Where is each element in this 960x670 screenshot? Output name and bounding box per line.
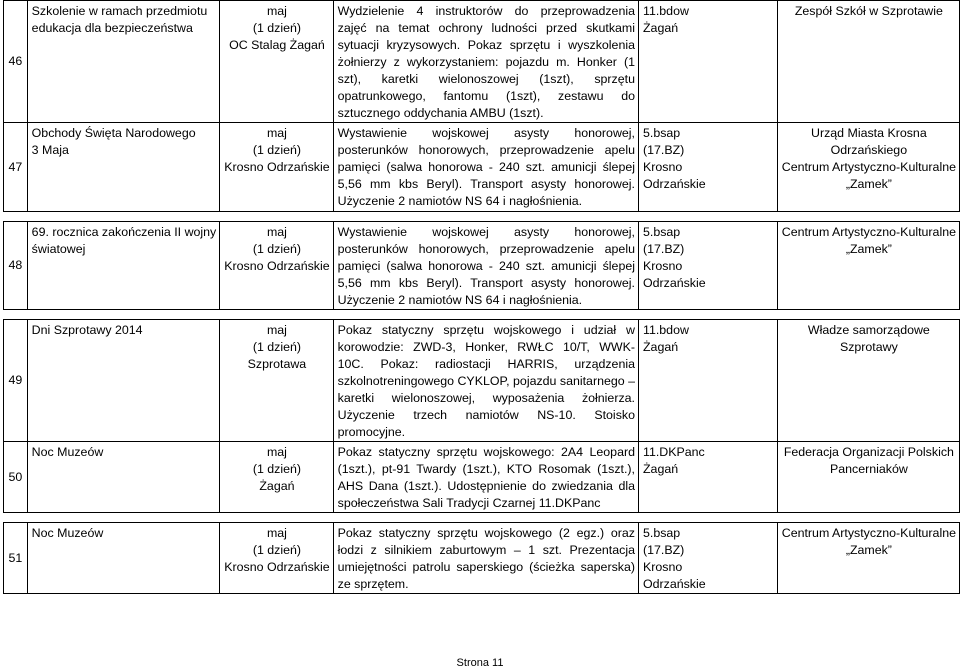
date-place-cell	[220, 523, 333, 594]
cell-line: Żagań	[259, 479, 295, 493]
unit-cell	[638, 523, 777, 594]
cell-line: sytuacji kryzysowych. Pokaz sprzętu i wyszkolenia	[337, 38, 635, 52]
cell-line: Centrum Artystyczno-Kulturalne	[781, 160, 956, 174]
cell-line: Użyczenie 2 namiotów NS 64 i nagłośnienia.	[337, 293, 583, 307]
cell-line: szt), karetki wielonoszowej (1szt), sprzętu	[337, 72, 635, 86]
event-name-cell	[27, 123, 220, 212]
cell-line: Krosno	[642, 259, 683, 273]
event-name-cell	[27, 442, 220, 513]
cell-line: OC Stalag Żagań	[229, 38, 325, 52]
cell-line: Noc Muzeów	[31, 445, 104, 459]
cell-line: żołnierzy z wykorzystaniem: pojazdu m. Honker (1	[337, 55, 635, 69]
cell-line: Szprotawa	[247, 357, 307, 371]
cell-line: umiejętności patrolu saperskiego (ścieżka saperska)	[337, 560, 635, 574]
organizer-cell	[777, 1, 959, 123]
row-number: 46	[4, 1, 28, 123]
cell-line: 5.bsap	[642, 225, 681, 239]
spacer-cell	[638, 513, 777, 523]
cell-line: (1szt.), pt-91 Twardy (1szt.), KTO Rosomak (1szt.),	[337, 462, 635, 476]
spacer-cell	[4, 513, 28, 523]
cell-line: Centrum Artystyczno-Kulturalne	[781, 225, 956, 239]
spacer-cell	[333, 212, 638, 222]
cell-line: (17.BZ)	[642, 242, 685, 256]
organizer-cell	[777, 222, 959, 310]
event-name-cell	[27, 320, 220, 442]
cell-line: (17.BZ)	[642, 143, 685, 157]
cell-line: (1 dzień)	[252, 543, 302, 557]
table-row	[4, 1, 960, 123]
spacer-cell	[777, 212, 959, 222]
cell-line: światowej	[31, 242, 86, 256]
date-place-cell	[220, 320, 333, 442]
cell-line: maj	[266, 526, 287, 540]
cell-line: społeczeństwa Sali Tradycji Czarnej 11.DKPanc	[337, 496, 601, 510]
cell-line: Wystawienie wojskowej asysty honorowej,	[337, 225, 635, 239]
cell-line: Użyczenie 2 namiotów NS 64 i nagłośnienia.	[337, 194, 583, 208]
cell-line: 11.DKPanc	[642, 445, 705, 459]
description-cell	[333, 1, 638, 123]
cell-line: Noc Muzeów	[31, 526, 104, 540]
cell-line: (1 dzień)	[252, 143, 302, 157]
spacer-cell	[220, 212, 333, 222]
cell-line: 5,56 mm kbs Beryl). Transport asysty honorowej.	[337, 276, 635, 290]
description-cell	[333, 442, 638, 513]
cell-line: korowodzie: ZWD-3, Honker, RWŁC 10/T, WWK-	[337, 340, 635, 354]
row-spacer	[4, 513, 960, 523]
cell-line: 69. rocznica zakończenia II wojny	[31, 225, 217, 239]
unit-cell	[638, 123, 777, 212]
spacer-cell	[27, 212, 220, 222]
cell-line: Odrzańskie	[642, 577, 706, 591]
cell-line: Krosno	[642, 160, 683, 174]
cell-line: posterunków honorowych, przeprowadzenie apelu	[337, 242, 635, 256]
row-number: 48	[4, 222, 28, 310]
row-number: 51	[4, 523, 28, 594]
date-place-cell	[220, 222, 333, 310]
cell-line: maj	[266, 4, 287, 18]
spacer-cell	[27, 310, 220, 320]
spacer-cell	[333, 310, 638, 320]
cell-line: 11.bdow	[642, 323, 689, 337]
spacer-cell	[638, 212, 777, 222]
cell-line: pamięci (salwa honorowa - 240 szt. amunicji ślepej	[337, 259, 635, 273]
cell-line: „Zamek”	[845, 543, 892, 557]
spacer-cell	[220, 513, 333, 523]
event-name-cell	[27, 222, 220, 310]
description-cell	[333, 320, 638, 442]
spacer-cell	[4, 310, 28, 320]
cell-line: Zespół Szkół w Szprotawie	[794, 4, 943, 18]
cell-line: Pokaz statyczny sprzętu wojskowego i udział w	[337, 323, 635, 337]
date-place-cell	[220, 442, 333, 513]
cell-line: zajęć na temat ochrony ludności przed skutkami	[337, 21, 635, 35]
date-place-cell	[220, 1, 333, 123]
cell-line: szkolnotreningowego CYKLOP, pojazdu sanitarnego –	[337, 374, 635, 388]
cell-line: Centrum Artystyczno-Kulturalne	[781, 526, 956, 540]
cell-line: Krosno Odrzańskie	[224, 259, 330, 273]
cell-line: (17.BZ)	[642, 543, 685, 557]
events-table-body	[4, 1, 960, 594]
cell-line: Wydzielenie 4 instruktorów do przeprowadzenia	[337, 4, 635, 18]
cell-line: (1 dzień)	[252, 242, 302, 256]
cell-line: Federacja Organizacji Polskich	[783, 445, 954, 459]
cell-line: Krosno Odrzańskie	[224, 160, 330, 174]
cell-line: Szkolenie w ramach przedmiotu	[31, 4, 208, 18]
page-footer: Strona 11	[456, 657, 504, 669]
description-cell	[333, 123, 638, 212]
cell-line: AHS Dana (1szt.). Udostępnienie do zwiedzania dla	[337, 479, 635, 493]
cell-line: Władze samorządowe	[807, 323, 930, 337]
cell-line: karetki wielonoszowej, wyposażenia żołnierza.	[337, 391, 635, 405]
unit-cell	[638, 1, 777, 123]
row-number: 47	[4, 123, 28, 212]
events-table	[3, 0, 960, 594]
date-place-cell	[220, 123, 333, 212]
spacer-cell	[27, 513, 220, 523]
cell-line: 10C. Pokaz: radiostacji HARRIS, urządzenia	[337, 357, 635, 371]
event-name-cell	[27, 1, 220, 123]
cell-line: Żagań	[642, 462, 679, 476]
cell-line: Żagań	[642, 21, 679, 35]
cell-line: Odrzańskie	[642, 276, 706, 290]
cell-line: 5.bsap	[642, 126, 681, 140]
cell-line: 11.bdow	[642, 4, 689, 18]
table-row	[4, 523, 960, 594]
cell-line: posterunków honorowych, przeprowadzenie apelu	[337, 143, 635, 157]
cell-line: Odrzańskie	[642, 177, 706, 191]
cell-line: Żagań	[642, 340, 679, 354]
description-cell	[333, 222, 638, 310]
organizer-cell	[777, 123, 959, 212]
cell-line: (1 dzień)	[252, 462, 302, 476]
unit-cell	[638, 442, 777, 513]
organizer-cell	[777, 442, 959, 513]
cell-line: Pokaz statyczny sprzętu wojskowego: 2A4 Leopard	[337, 445, 635, 459]
cell-line: maj	[266, 445, 287, 459]
cell-line: Szprotawy	[839, 340, 898, 354]
cell-line: maj	[266, 225, 287, 239]
cell-line: 3 Maja	[31, 143, 69, 157]
cell-line: „Zamek”	[845, 242, 892, 256]
table-row	[4, 442, 960, 513]
cell-line: Krosno	[642, 560, 683, 574]
cell-line: „Zamek”	[845, 177, 892, 191]
spacer-cell	[333, 513, 638, 523]
cell-line: 5.bsap	[642, 526, 681, 540]
cell-line: 5,56 mm kbs Beryl). Transport asysty honorowej.	[337, 177, 635, 191]
cell-line: Pancerniaków	[829, 462, 908, 476]
table-row	[4, 123, 960, 212]
description-cell	[333, 523, 638, 594]
organizer-cell	[777, 523, 959, 594]
spacer-cell	[4, 212, 28, 222]
cell-line: Użyczenie trzech namiotów NS-10. Stoisko	[337, 408, 635, 422]
cell-line: maj	[266, 126, 287, 140]
row-spacer	[4, 310, 960, 320]
row-number: 50	[4, 442, 28, 513]
spacer-cell	[638, 310, 777, 320]
cell-line: promocyjne.	[337, 425, 406, 439]
cell-line: Urząd Miasta Krosna	[811, 126, 927, 140]
cell-line: Krosno Odrzańskie	[224, 560, 330, 574]
cell-line: Dni Szprotawy 2014	[31, 323, 143, 337]
row-number: 49	[4, 320, 28, 442]
cell-line: Wystawienie wojskowej asysty honorowej,	[337, 126, 635, 140]
cell-line: Pokaz statyczny sprzętu wojskowego (2 egz.) oraz	[337, 526, 635, 540]
cell-line: Odrzańskiego	[830, 143, 908, 157]
table-row	[4, 320, 960, 442]
cell-line: edukacja dla bezpieczeństwa	[31, 21, 193, 35]
row-spacer	[4, 212, 960, 222]
cell-line: maj	[266, 323, 287, 337]
spacer-cell	[777, 513, 959, 523]
unit-cell	[638, 320, 777, 442]
cell-line: sztucznego oddychania AMBU (1szt).	[337, 106, 544, 120]
cell-line: łodzi z silnikiem zaburtowym – 1 szt. Prezentacja	[337, 543, 635, 557]
cell-line: Obchody Święta Narodowego	[31, 126, 196, 140]
cell-line: ze sprzętem.	[337, 577, 409, 591]
spacer-cell	[220, 310, 333, 320]
unit-cell	[638, 222, 777, 310]
cell-line: pamięci (salwa honorowa - 240 szt. amunicji ślepej	[337, 160, 635, 174]
table-row	[4, 222, 960, 310]
cell-line: opatrunkowego, fantomu (1szt), zestawu do	[337, 89, 635, 103]
spacer-cell	[777, 310, 959, 320]
event-name-cell	[27, 523, 220, 594]
cell-line: (1 dzień)	[252, 21, 302, 35]
cell-line: (1 dzień)	[252, 340, 302, 354]
organizer-cell	[777, 320, 959, 442]
